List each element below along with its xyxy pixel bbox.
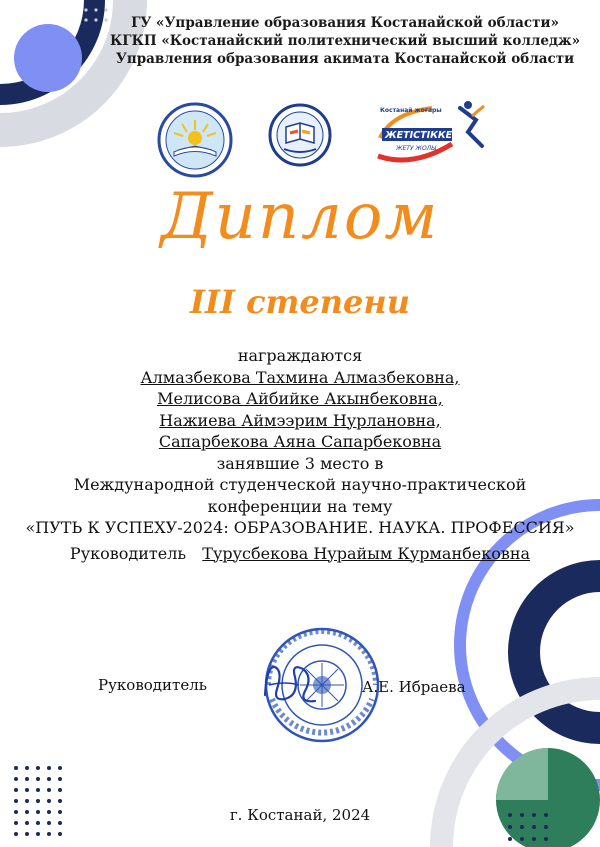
awarded-label: награждаются xyxy=(237,346,363,365)
header-line-1: ГУ «Управление образования Костанайской области» xyxy=(131,15,559,31)
city-year: г. Костанай, 2024 xyxy=(229,806,371,824)
bottom-left-dot-grid xyxy=(14,766,62,836)
supervisor-name: Турусбекова Нурайым Курманбековна xyxy=(202,543,531,563)
education-department-emblem-icon xyxy=(152,100,240,180)
signature-label: Руководитель xyxy=(98,676,207,694)
svg-text:ЖЕТУ ЖОЛЫ: ЖЕТУ ЖОЛЫ xyxy=(396,145,437,152)
header-line-3: Управления образования акимата Костанайской области xyxy=(115,51,575,67)
zhetistikke-logo-icon xyxy=(372,98,492,170)
svg-text:Костанай жоғары: Костанай жоғары xyxy=(380,107,442,114)
recipient-name: Алмазбекова Тахмина Алмазбековна, xyxy=(140,367,460,387)
recipient-name: Сапарбекова Аяна Сапарбековна xyxy=(158,432,442,451)
top-left-periwinkle-circle xyxy=(14,24,82,92)
recipient-name: Мелисова Айбийке Акынбековна, xyxy=(157,389,443,408)
signatory-name: А.Е. Ибраева xyxy=(362,678,466,696)
svg-text:ЖЕТІСТІККЕ: ЖЕТІСТІККЕ xyxy=(385,130,453,141)
diploma-title: Диплом xyxy=(160,180,440,254)
bottom-right-green-quarter xyxy=(496,748,548,800)
diploma-degree: III степени xyxy=(190,283,410,321)
issuer-header xyxy=(110,14,580,68)
recipient-name: Нажиева Аймээрим Нурлановна, xyxy=(159,410,441,430)
event-line-2: конференции на тему xyxy=(207,496,393,516)
diploma-body xyxy=(0,345,600,564)
supervisor-line xyxy=(0,543,600,565)
conference-theme: «ПУТЬ К УСПЕХУ-2024: ОБРАЗОВАНИЕ. НАУКА. ПРОФЕССИЯ» xyxy=(25,518,575,537)
place-text: занявшие 3 место в xyxy=(216,453,384,473)
college-book-emblem-icon xyxy=(268,103,332,167)
header-line-2: КГКП «Костанайский политехнический высший колледж» xyxy=(110,33,581,49)
event-line-1: Международной студенческой научно-практической xyxy=(73,475,527,494)
supervisor-label: Руководитель xyxy=(69,543,187,563)
handwritten-signature-icon xyxy=(255,655,325,715)
